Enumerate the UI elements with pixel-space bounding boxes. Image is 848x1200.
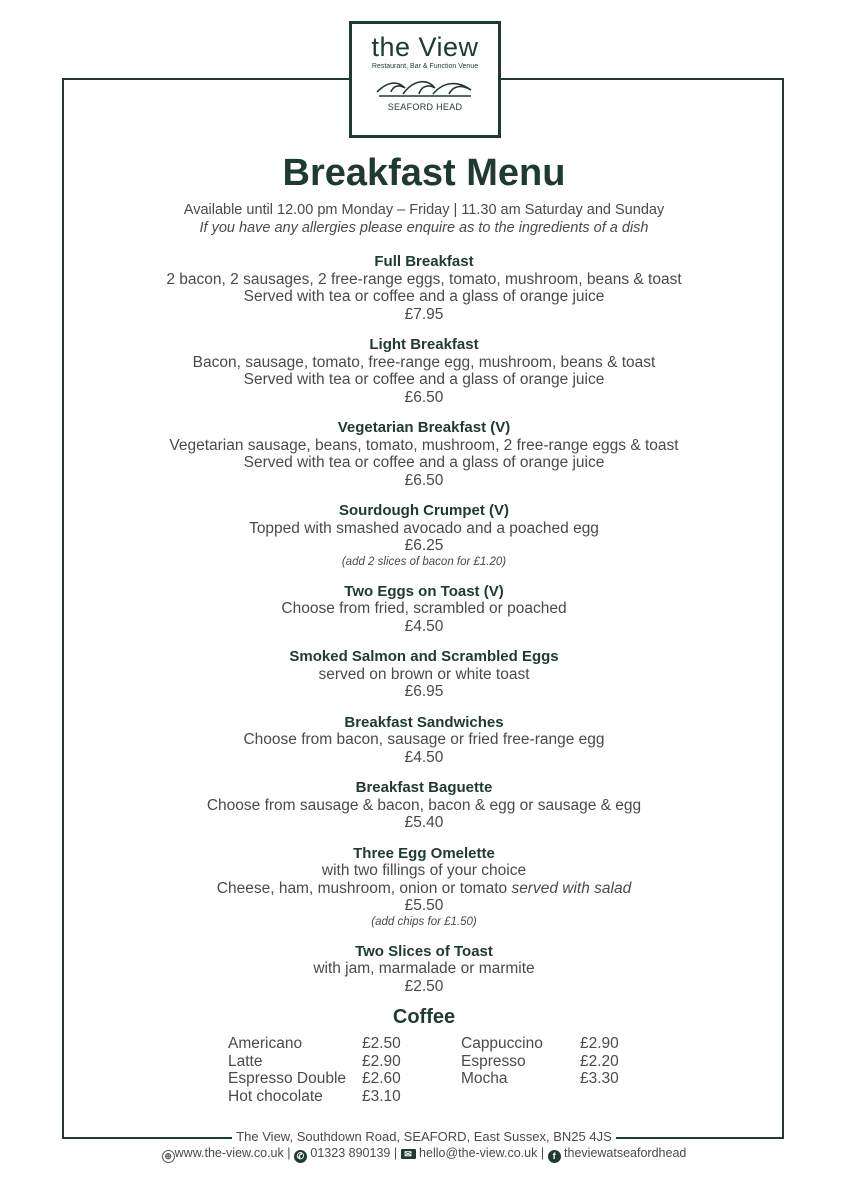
menu-item [0, 419, 848, 489]
description-segment: Cheese, ham, mushroom, onion or tomato [216, 879, 512, 897]
item-title: Breakfast Baguette [355, 779, 493, 796]
description-segment: Served with tea or coffee and a glass of orange juice [243, 288, 605, 305]
description-segment: Served with tea or coffee and a glass of orange juice [243, 454, 605, 471]
website-link[interactable]: www.the-view.co.uk [174, 1146, 284, 1160]
email-link[interactable]: hello@the-view.co.uk [419, 1146, 538, 1160]
item-title: Light Breakfast [369, 336, 479, 353]
logo-name: the View [371, 32, 479, 62]
item-description [0, 354, 848, 372]
coffee-item [228, 1053, 428, 1071]
phone-icon: ✆ [294, 1150, 307, 1163]
item-title: Vegetarian Breakfast (V) [337, 419, 511, 436]
item-price: £5.50 [404, 897, 444, 914]
item-description [0, 271, 848, 289]
item-description [0, 437, 848, 455]
footer-contact: ⊕ www.the-view.co.uk | ✆ 01323 890139 | ✉ hello@the-view.co.uk | f theviewatseafordhead [0, 1146, 848, 1163]
coffee-list-left [228, 1035, 428, 1105]
coffee-item [461, 1053, 631, 1071]
logo-place: SEAFORD HEAD [387, 102, 463, 112]
item-title: Sourdough Crumpet (V) [339, 502, 509, 519]
coffee-name: Mocha [461, 1070, 508, 1087]
item-price: £6.25 [404, 537, 444, 554]
address-text: The View, Southdown Road, SEAFORD, East Sussex, BN25 4JS [232, 1129, 616, 1144]
coffee-list-right [461, 1035, 631, 1088]
description-segment: Topped with smashed avocado and a poached egg [249, 519, 599, 537]
item-price: £2.50 [404, 977, 444, 995]
globe-icon: ⊕ [162, 1150, 175, 1163]
item-description [0, 454, 848, 472]
menu-item [0, 648, 848, 701]
item-description [0, 520, 848, 538]
item-title: Two Eggs on Toast (V) [344, 582, 504, 600]
coffee-item [228, 1088, 428, 1106]
item-description [0, 797, 848, 815]
menu-item [0, 336, 848, 406]
item-note: (add 2 slices of bacon for £1.20) [341, 555, 507, 568]
menu-item [0, 779, 848, 832]
coffee-item [461, 1070, 631, 1088]
coffee-price: £3.10 [362, 1087, 401, 1105]
coffee-name: Hot chocolate [228, 1087, 323, 1105]
item-price: £4.50 [404, 617, 444, 635]
facebook-link[interactable]: theviewatseafordhead [564, 1146, 687, 1160]
item-description [0, 862, 848, 880]
description-segment: Choose from bacon, sausage or fried free-range egg [243, 731, 605, 748]
description-segment: with jam, marmalade or marmite [313, 960, 535, 977]
description-segment: served on brown or white toast [318, 665, 530, 683]
description-segment: Bacon, sausage, tomato, free-range egg, mushroom, beans & toast [192, 353, 656, 371]
coffee-item [228, 1070, 428, 1088]
item-price: £5.40 [404, 814, 444, 831]
item-price: £6.50 [404, 471, 444, 489]
availability-text: Available until 12.00 pm Monday – Friday | 11.30 am Saturday and Sunday [183, 202, 665, 218]
coffee-name: Latte [228, 1052, 263, 1070]
item-title: Full Breakfast [374, 253, 474, 270]
item-price: £6.50 [404, 388, 444, 406]
coffee-item [228, 1035, 428, 1053]
description-segment: Served with tea or coffee and a glass of orange juice [243, 371, 605, 388]
item-description [0, 288, 848, 306]
coffee-price: £3.30 [580, 1070, 619, 1087]
description-segment: with two fillings of your choice [321, 862, 527, 879]
menu-list [0, 253, 848, 1008]
item-description [0, 371, 848, 389]
item-price: £4.50 [404, 748, 444, 766]
menu-item [0, 943, 848, 996]
menu-item [0, 502, 848, 570]
logo [349, 21, 501, 138]
coffee-heading: Coffee [392, 1006, 456, 1028]
menu-item [0, 714, 848, 767]
description-segment: Choose from sausage & bacon, bacon & egg or sausage & egg [206, 796, 642, 814]
description-segment: 2 bacon, 2 sausages, 2 free-range eggs, tomato, mushroom, beans & toast [166, 270, 682, 288]
item-description [0, 960, 848, 978]
page-title: Breakfast Menu [282, 152, 566, 194]
coffee-name: Espresso Double [228, 1070, 347, 1087]
logo-tagline: Restaurant, Bar & Function Venue [371, 63, 479, 70]
coffee-price: £2.20 [580, 1052, 619, 1070]
waves-icon [375, 76, 475, 98]
coffee-name: Espresso [461, 1052, 526, 1070]
availability-info [0, 201, 848, 237]
coffee-name: Americano [228, 1035, 303, 1052]
item-price: £6.95 [404, 683, 444, 700]
description-segment: Vegetarian sausage, beans, tomato, mushroom, 2 free-range eggs & toast [169, 436, 679, 454]
coffee-item [461, 1035, 631, 1053]
coffee-name: Cappuccino [461, 1035, 543, 1052]
item-description [0, 600, 848, 618]
item-description [0, 666, 848, 684]
item-price: £7.95 [404, 305, 444, 323]
menu-item [0, 845, 848, 930]
item-title: Two Slices of Toast [355, 942, 493, 960]
coffee-price: £2.90 [362, 1052, 401, 1070]
coffee-price: £2.90 [580, 1035, 619, 1052]
facebook-icon: f [548, 1150, 561, 1163]
footer-address [0, 1129, 848, 1144]
item-title: Smoked Salmon and Scrambled Eggs [289, 648, 559, 665]
menu-item [0, 253, 848, 323]
description-segment: Choose from fried, scrambled or poached [281, 600, 567, 617]
item-title: Breakfast Sandwiches [344, 713, 504, 731]
item-description [0, 731, 848, 749]
item-title: Three Egg Omelette [353, 844, 495, 862]
email-icon: ✉ [401, 1149, 416, 1159]
item-description [0, 880, 848, 898]
phone-number[interactable]: 01323 890139 [310, 1146, 391, 1160]
item-note: (add chips for £1.50) [371, 915, 477, 928]
coffee-price: £2.60 [362, 1070, 401, 1087]
description-segment: served with salad [511, 879, 632, 897]
coffee-price: £2.50 [362, 1035, 401, 1052]
menu-item [0, 583, 848, 636]
allergy-note: If you have any allergies please enquire as to the ingredients of a dish [199, 220, 649, 236]
